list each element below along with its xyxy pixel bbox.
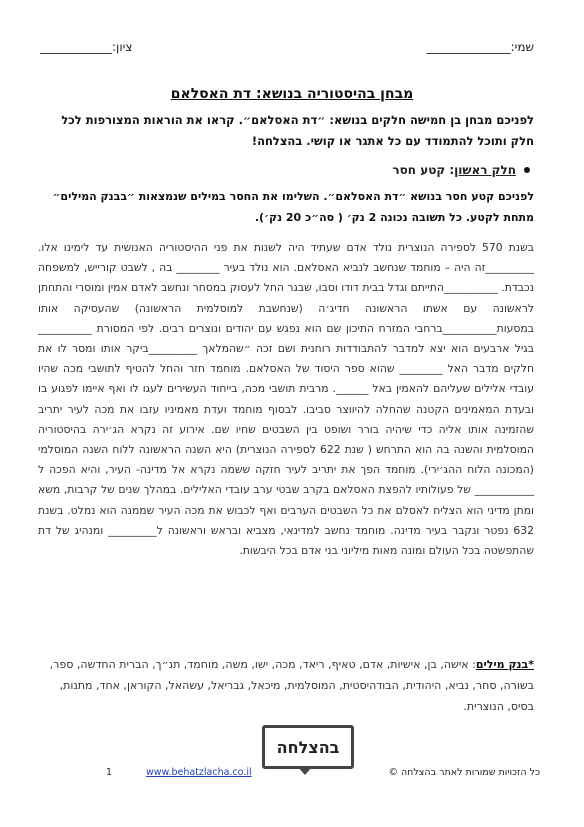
passage-text: בשנת 570 לספירה הנוצרית נולד אדם שעתיד היה לשנות את פני ההיסטוריה האנושית עד לימינו אלו. _________זה היה – מוחמד שנחשב לנביא האסלאם. הוא נולד בעיר ________ בה , לשבט קורייש, למשפחה נכבדת. __________התייתם וגדל בבית דודו וסבו, שבגר החל לעסוק במסחר ונחשב לאדם אמין ומוסרי והתחתן לראשונה עם אשתו הראשונה חדיג׳ה (שנחשבת למוסלמית הראשונה) שהעסיקה אותו במסעות__________ברחבי המזרח התיכון שם הוא נפגש עם יהודים ונוצרים רבים. לפי המסורת __________ בגיל ארבעים הוא יצא למדבר להתבודדות רוחנית ושם זכה ״שהמלאך _________ביקר אותו ומסר לו את חלקים מדבר האל ________ שהוא ספר היסוד של האסלאם. מוחמד חזר והחל להטיף לתושבי מכה שהיו עובדי אלילים שעליהם להאמין באל ______. מרבית תושבי מכה, בייחוד העשירים לעגו לו ואף איימו לפגוע בו ובעדת המאמינים הקטנה שהחלה להיווצר סביבו. לבסוף מוחמד ועדת מאמיניו עזבו את מכה לעיר יתריב שהזמינה אותו אליה כדי שיהיה בורר ושופט בין השבטים שחיו שם. אירוע זה נקרא הג׳ירה בהיסטוריה המוסלמית והשנה בה הוא התרחש ( שנת 622 לספירה הנוצרית) היא השנה הראשונה ללוח השנה המוסלמי (המכונה הלוח ההג׳ירי). מוחמד הפך את יתריב לעיר חזקה ששמה נקרא אל מדינה- העיר, והיא הפכה ל ___________ של פעולותיו להפצת האסלאם בקרב שבטי ערב עובדי האלילים. במהלך שנים של קרבות, משא ומתן מדיני הוא הצליח לאסלם את כל השבטים הערבים ואף לכבוש את מכה העיר שממנה הוא נמלט. בשנת 632 נפטר ונקבר בעיר מדינה. מוחמד נחשב למדינאי, מצביא ובראש וראשונה ל_________ ומנהיג של דת שהתפשטה בכל העולם ומונה מאות מיליוני בני אדם בכל היבשות. [38,241,534,558]
word-bank-title: *בנק מילים [475,658,534,671]
word-bank [38,654,534,717]
footer [0,767,584,781]
logo-text: בהצלחה [276,737,340,757]
page-title: מבחן בהיסטוריה בנושא: דת האסלאם [170,86,414,102]
header [40,40,534,58]
page-number: 1 [106,767,113,778]
site-link[interactable]: www.behatzlacha.co.il [146,767,252,778]
intro-text: לפניכם מבחן בן חמישה חלקים בנושא: ״דת האסלאם״. קראו את הוראות המצורפות לכל חלק ותוכל להתמודד עם כל אתגר או קושי. בהצלחה! [61,113,534,148]
bullet-icon [524,167,530,173]
word-bank-words: : אישה, בן, אישיות, אדם, טאיף, ריאד, מכה, ישו, משה, מוחמד, תנ״ך, הברית החדשה, ספר, בשורה, סחר, נביא, היהודית, הבודהיסטית, המוסלמית, מיכאל, גבריאל, עשהאל, הקוראן, אחד, מתנות, בסיס, הנוצרית. [49,658,534,713]
section-1-subtitle: : קטע חסר [392,163,455,177]
section-1-heading [392,163,530,177]
section-1-instructions: לפניכם קטע חסר בנושא ״דת האסלאם״. השלימו את החסר במילים שנמצאות ״בבנק המילים״ מתחת לקטע. כל תשובה נכונה 2 נק׳ ( סה״כ 20 נק׳). [52,190,534,224]
grade-field-label: ציון:____________ [40,40,133,54]
logo [262,725,354,769]
copyright-text: כל הזכויות שמורות לאתר בהצלחה © [388,767,540,778]
name-field-label: שמי:______________ [426,40,534,54]
section-1-title: חלק ראשון [454,163,516,177]
